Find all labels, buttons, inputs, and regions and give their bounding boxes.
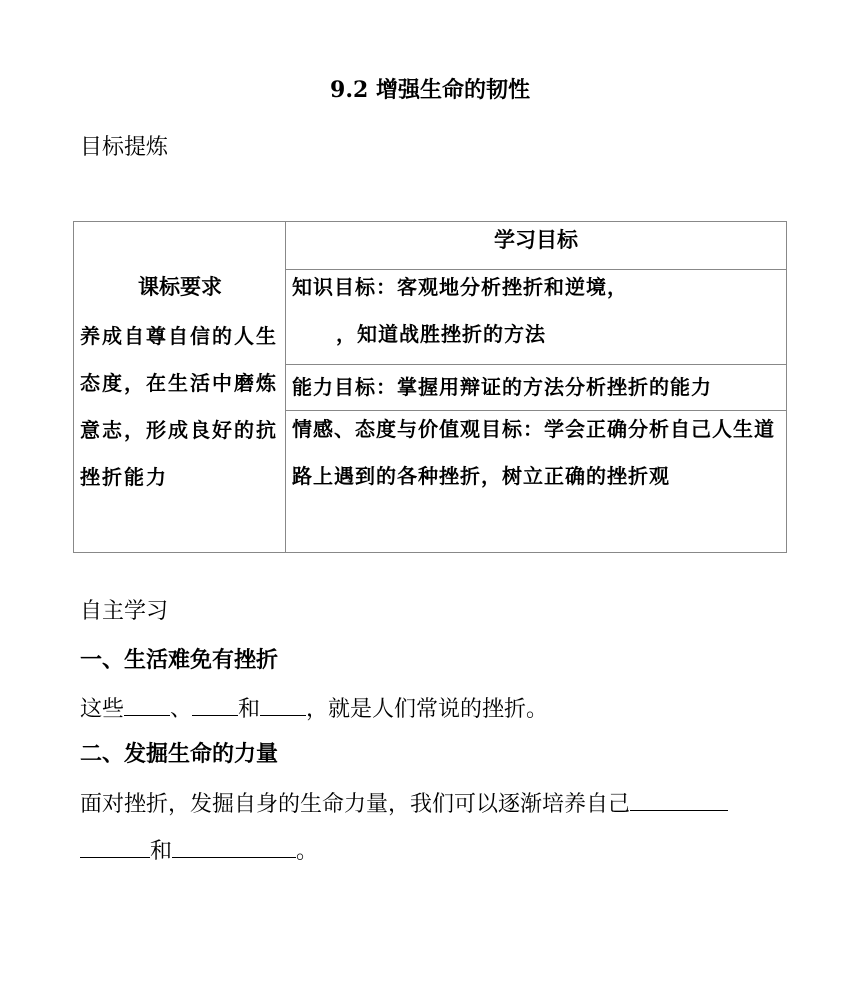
heading-setbacks: 一、生活难免有挫折 xyxy=(80,647,279,673)
fill2-end: 。 xyxy=(296,839,319,864)
fill-in-setbacks xyxy=(80,693,548,724)
knowledge-goal-line2: ，知道战胜挫折的方法 xyxy=(336,322,546,346)
learning-goals-header: 学习目标 xyxy=(494,227,578,252)
fill-in-life-force-line1 xyxy=(80,788,728,819)
blank-1[interactable] xyxy=(124,693,170,716)
fill-in-life-force-line2 xyxy=(80,835,318,866)
emotion-goal-cell xyxy=(286,411,786,552)
blank-3[interactable] xyxy=(260,693,306,716)
fill-suffix: ，就是人们常说的挫折。 xyxy=(306,697,549,722)
section-label-self-study: 自主学习 xyxy=(80,599,169,624)
blank-4[interactable] xyxy=(630,788,728,811)
blank-4-continued[interactable] xyxy=(80,835,150,858)
section-label-goals: 目标提炼 xyxy=(80,135,169,160)
knowledge-goal-line1: 知识目标：客观地分析挫折和逆境， xyxy=(292,275,628,299)
ability-goal-cell xyxy=(286,365,786,411)
fill2-mid: 和 xyxy=(150,839,173,864)
goals-table xyxy=(73,221,787,553)
fill-prefix: 这些 xyxy=(80,697,125,722)
blank-5[interactable] xyxy=(172,835,296,858)
page-title: 9.2 增强生命的韧性 xyxy=(330,77,530,103)
fill-sep1: 、 xyxy=(170,697,193,722)
ability-goal-text: 能力目标：掌握用辩证的方法分析挫折的能力 xyxy=(292,375,712,399)
learning-goals-header-cell xyxy=(286,222,786,270)
curriculum-requirement-header: 课标要求 xyxy=(138,274,222,299)
emotion-goal-text: 情感、态度与价值观目标：学会正确分析自己人生道路上遇到的各种挫折，树立正确的挫折观 xyxy=(292,417,775,488)
fill2-line1-text: 面对挫折，发掘自身的生命力量，我们可以逐渐培养自己 xyxy=(80,792,631,817)
fill-sep2: 和 xyxy=(238,697,261,722)
heading-life-force: 二、发掘生命的力量 xyxy=(80,741,279,767)
curriculum-requirement-text: 养成自尊自信的人生态度，在生活中磨炼意志，形成良好的抗挫折能力 xyxy=(80,324,278,489)
blank-2[interactable] xyxy=(192,693,238,716)
knowledge-goal-cell xyxy=(286,270,786,365)
knowledge-goal-text xyxy=(292,264,780,358)
curriculum-requirement-cell xyxy=(74,222,286,552)
